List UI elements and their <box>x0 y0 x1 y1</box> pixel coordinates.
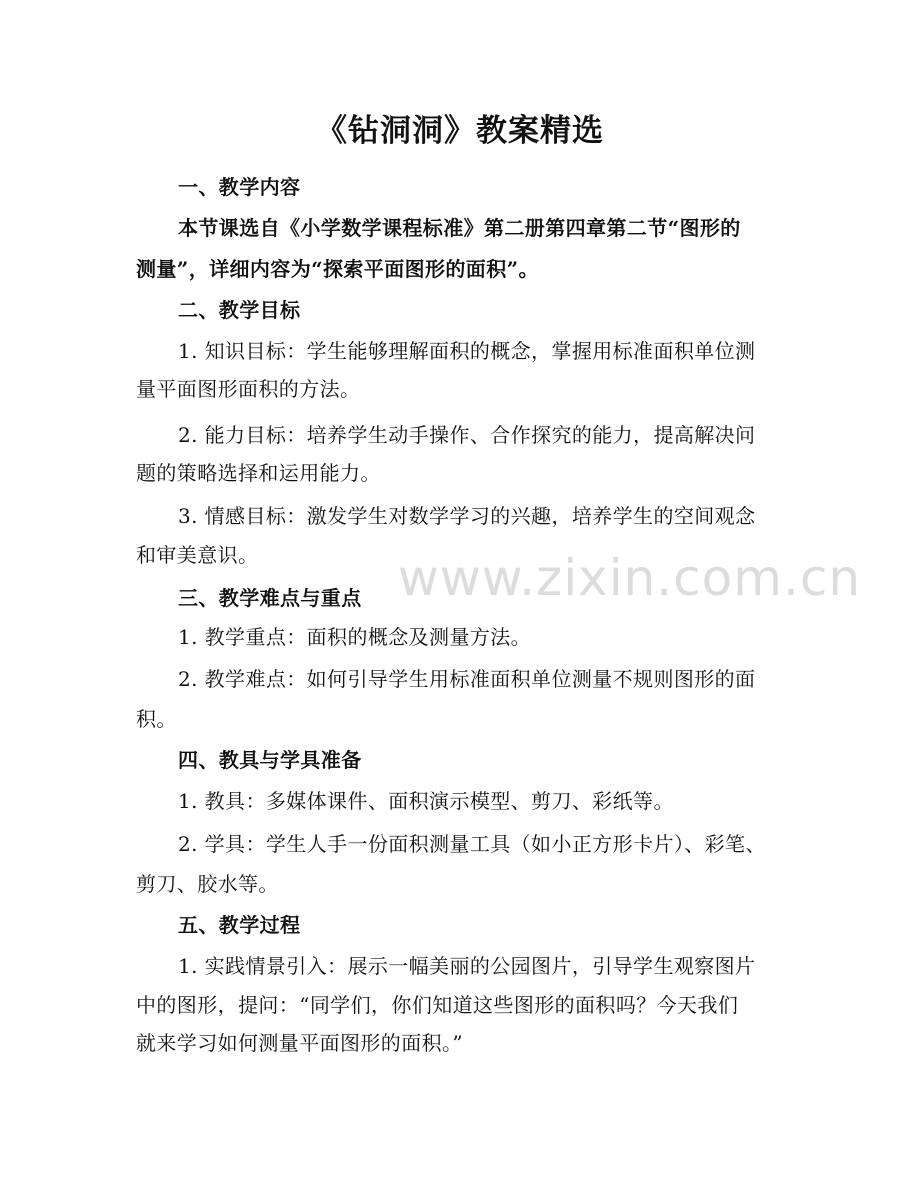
paragraph-line: 1. 知识目标：学生能够理解面积的概念，掌握用标准面积单位测 <box>178 339 756 363</box>
section-heading-materials: 四、教具与学具准备 <box>178 748 362 772</box>
section-heading-process: 五、教学过程 <box>178 913 301 937</box>
paragraph-line: 1. 实践情景引入：展示一幅美丽的公园图片，引导学生观察图片 <box>178 954 756 978</box>
paragraph-line: 量平面图形面积的方法。 <box>136 377 361 401</box>
section-heading-content: 一、教学内容 <box>178 175 301 199</box>
paragraph-line: 2. 能力目标：培养学生动手操作、合作探究的能力，提高解决问 <box>178 423 756 447</box>
paragraph-line: 2. 教学难点：如何引导学生用标准面积单位测量不规则图形的面 <box>178 667 756 691</box>
paragraph-line: 和审美意识。 <box>136 543 259 567</box>
document-title: 《钻洞洞》教案精选 <box>316 113 604 149</box>
paragraph-line: 中的图形，提问：“同学们，你们知道这些图形的面积吗？今天我们 <box>136 993 739 1017</box>
paragraph-line: 3. 情感目标：激发学生对数学学习的兴趣，培养学生的空间观念 <box>178 504 756 528</box>
paragraph-line: 测量”，详细内容为“探索平面图形的面积”。 <box>136 257 539 281</box>
paragraph-line: 题的策略选择和运用能力。 <box>136 461 381 485</box>
section-heading-difficulties: 三、教学难点与重点 <box>178 586 362 610</box>
section-heading-objectives: 二、教学目标 <box>178 298 301 322</box>
paragraph-line: 2. 学具：学生人手一份面积测量工具（如小正方形卡片）、彩笔、 <box>178 832 766 856</box>
watermark: www.zixin.com.cn <box>398 549 862 607</box>
paragraph-line: 就来学习如何测量平面图形的面积。” <box>136 1031 464 1055</box>
paragraph-line: 1. 教具：多媒体课件、面积演示模型、剪刀、彩纸等。 <box>178 789 674 813</box>
paragraph-line: 剪刀、胶水等。 <box>136 872 279 896</box>
paragraph-line: 积。 <box>136 707 177 731</box>
paragraph-line: 本节课选自《小学数学课程标准》第二册第四章第二节“图形的 <box>178 216 741 240</box>
paragraph-line: 1. 教学重点：面积的概念及测量方法。 <box>178 625 532 649</box>
